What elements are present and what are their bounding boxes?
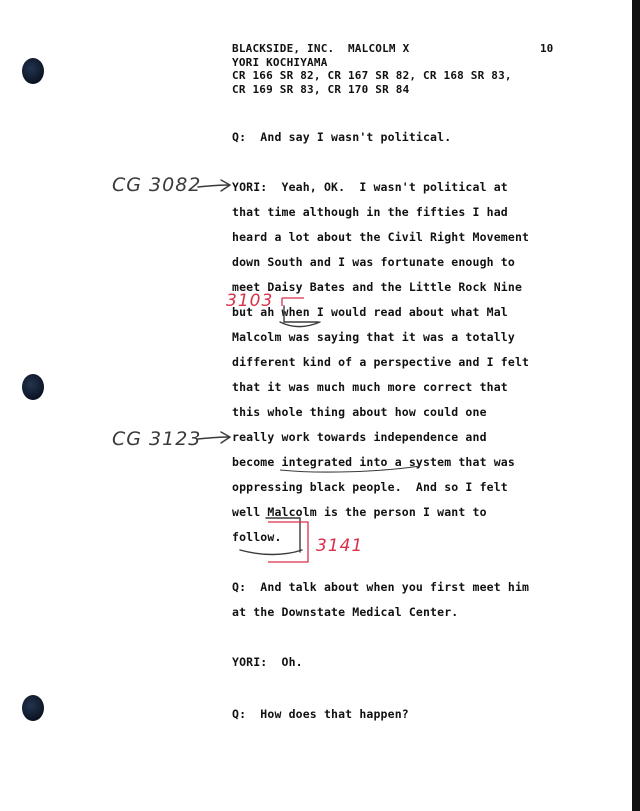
page-number: 10 bbox=[540, 42, 554, 55]
transcript-line: well Malcolm is the person I want to bbox=[232, 505, 487, 519]
handwritten-timecode-2: 3141 bbox=[316, 536, 364, 556]
transcript-line: that it was much much more correct that bbox=[232, 380, 508, 394]
handwritten-timecode-1: 3103 bbox=[226, 291, 274, 311]
transcript-line: really work towards independence and bbox=[232, 430, 487, 444]
transcript-line: YORI: Oh. bbox=[232, 655, 303, 669]
punch-hole-top bbox=[22, 58, 44, 84]
transcript-line: oppressing black people. And so I felt bbox=[232, 480, 508, 494]
punch-hole-middle bbox=[22, 374, 44, 400]
transcript-line: different kind of a perspective and I felt bbox=[232, 355, 530, 369]
document-header bbox=[232, 42, 512, 96]
transcript-line: YORI: Yeah, OK. I wasn't political at bbox=[232, 180, 508, 194]
header-line-4: CR 169 SR 83, CR 170 SR 84 bbox=[232, 82, 410, 96]
transcript-line: meet Daisy Bates and the Little Rock Nine bbox=[232, 280, 523, 294]
transcript-line: this whole thing about how could one bbox=[232, 405, 487, 419]
transcript-line: down South and I was fortunate enough to bbox=[232, 255, 515, 269]
header-line-1: BLACKSIDE, INC. MALCOLM X bbox=[232, 42, 410, 55]
transcript-line: Q: And talk about when you first meet him bbox=[232, 580, 530, 594]
transcript-line: heard a lot about the Civil Right Movement bbox=[232, 230, 530, 244]
handwritten-cg-note-2: CG 3123 bbox=[112, 428, 202, 450]
scan-edge bbox=[632, 0, 640, 811]
transcript-line: Malcolm was saying that it was a totally bbox=[232, 330, 515, 344]
transcript-line: Q: How does that happen? bbox=[232, 707, 409, 721]
transcript-line: follow. bbox=[232, 530, 282, 544]
transcript-line: at the Downstate Medical Center. bbox=[232, 605, 459, 619]
header-line-3: CR 166 SR 82, CR 167 SR 82, CR 168 SR 83, bbox=[232, 69, 512, 82]
transcript-line: but ah when I would read about what Mal bbox=[232, 305, 508, 319]
transcript-line: become integrated into a system that was bbox=[232, 455, 515, 469]
transcript-line: Q: And say I wasn't political. bbox=[232, 130, 452, 144]
handwritten-cg-note-1: CG 3082 bbox=[112, 174, 202, 196]
transcript-line: that time although in the fifties I had bbox=[232, 205, 508, 219]
header-line-2: YORI KOCHIYAMA bbox=[232, 55, 328, 69]
punch-hole-bottom bbox=[22, 695, 44, 721]
